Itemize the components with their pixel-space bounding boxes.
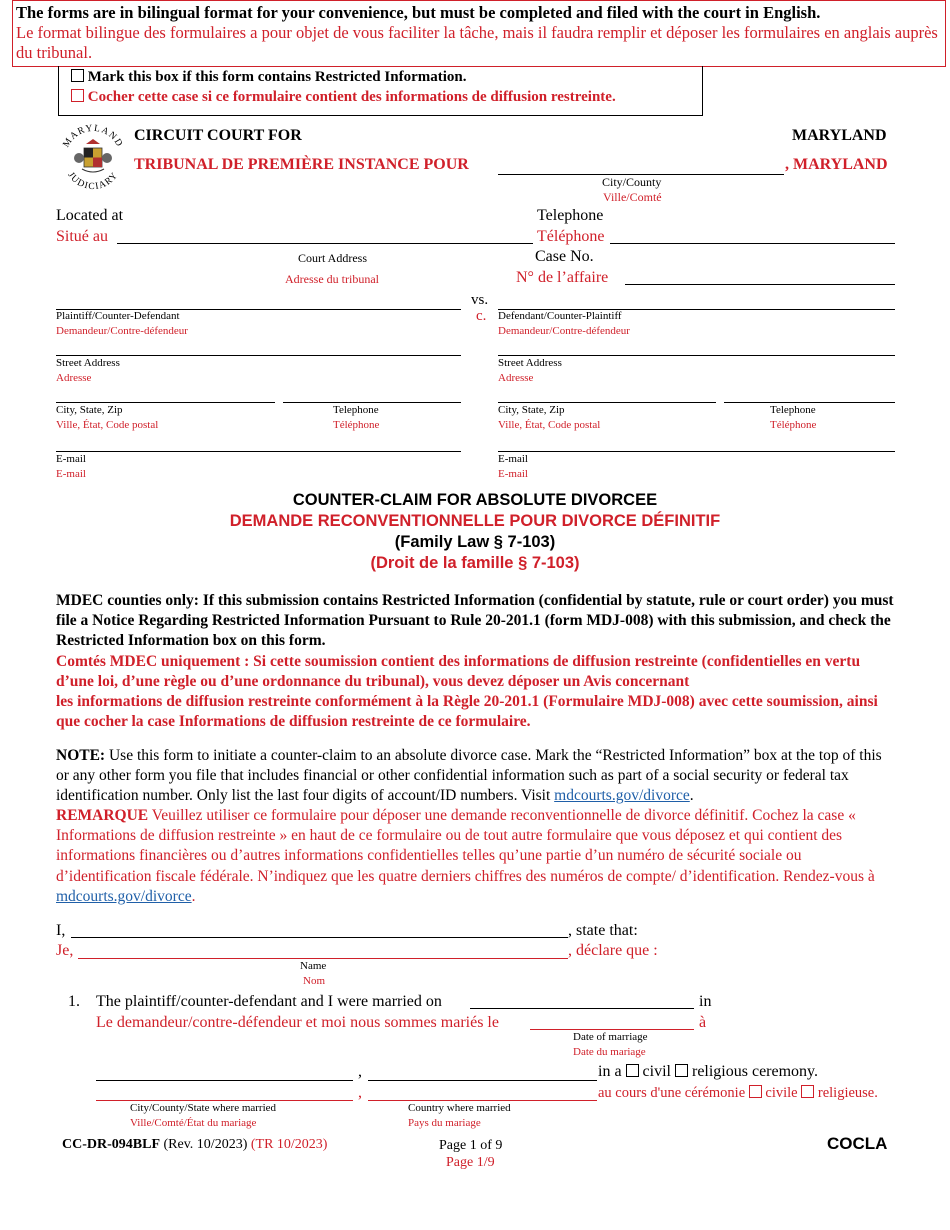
marriage-date-caption-en: Date of marriage [573, 1031, 648, 1043]
plaintiff-caption-en: Plaintiff/Counter-Defendant [56, 310, 180, 322]
item1-in-fr: à [699, 1014, 707, 1031]
plaintiff-street-caption-fr: Adresse [56, 372, 92, 384]
place-comma-en: , [358, 1063, 362, 1080]
form-title-fr: DEMANDE RECONVENTIONNELLE POUR DIVORCE DÉFINITIF [229, 512, 721, 530]
statement-state-fr: , déclare que : [568, 942, 658, 959]
marriage-date-field-fr[interactable] [530, 1029, 694, 1030]
defendant-tel-caption-en: Telephone [770, 404, 816, 416]
note-fr [56, 806, 896, 907]
note-end-fr: . [191, 887, 196, 905]
restricted-label-en: Mark this box if this form contains Restricted Information. [87, 69, 467, 85]
religious-checkbox-fr[interactable] [801, 1085, 814, 1098]
defendant-tel-caption-fr: Téléphone [770, 419, 817, 431]
court-address-field[interactable] [117, 243, 533, 244]
item1-text-en: The plaintiff/counter-defendant and I were married on [96, 993, 442, 1010]
form-rev: (Rev. 10/2023) [160, 1137, 251, 1152]
defendant-telephone-field[interactable] [724, 402, 895, 403]
religious-label-fr: religieuse. [817, 1085, 878, 1101]
defendant-caption-en: Defendant/Counter-Plaintiff [498, 310, 622, 322]
court-label-fr: TRIBUNAL DE PREMIÈRE INSTANCE POUR [134, 156, 469, 173]
telephone-label-en: Telephone [537, 207, 604, 224]
defendant-city-field[interactable] [498, 402, 716, 403]
plaintiff-tel-caption-fr: Téléphone [333, 419, 380, 431]
place-comma-fr: , [358, 1084, 362, 1101]
plaintiff-tel-caption-en: Telephone [333, 404, 379, 416]
religious-label-en: religious ceremony. [691, 1063, 819, 1080]
svg-text:JUDICIARY: JUDICIARY [65, 170, 121, 193]
court-telephone-field[interactable] [610, 243, 895, 244]
defendant-caption-fr: Demandeur/Contre-défendeur [498, 325, 630, 337]
banner-fr: Le format bilingue des formulaires a pour objet de vous faciliter la tâche, mais il faudra remplir et déposer les formulaires en anglais auprès du tribunal. [16, 23, 938, 62]
marriage-date-caption-fr: Date du mariage [573, 1046, 646, 1058]
note-label-en: NOTE: [56, 747, 106, 764]
form-law-en: (Family Law § 7-103) [394, 533, 556, 551]
in-a-label-fr: au cours d'une cérémonie [598, 1085, 746, 1101]
note-text-fr: Veuillez utiliser ce formulaire pour déposer une demande reconventionnelle de divorce définitif. Cochez la case « Informations de diffusion restreinte » en haut de ce formulaire ou de tout autre formulaire que vous déposez et qui contient des informations financières ou d’autres informations confidentielles telles qu’une partie d’un numéro de sécurité sociale ou d’identification fiscale fédérale. N’indiquez que les quatre derniers chiffres des numéros de compte/ d’identification. Rendez-vous à [56, 807, 875, 885]
plaintiff-email-field[interactable] [56, 451, 461, 452]
item1-text-fr: Le demandeur/contre-défendeur et moi nous sommes mariés le [96, 1014, 499, 1031]
marriage-place-field-en[interactable] [96, 1080, 353, 1081]
plaintiff-street-caption-en: Street Address [56, 357, 120, 369]
restricted-checkbox-fr[interactable] [71, 89, 84, 102]
statement-i-en: I, [56, 922, 66, 939]
divorce-link-fr[interactable]: mdcourts.gov/divorce [56, 887, 192, 905]
in-a-label-en: in a [598, 1063, 622, 1080]
form-id-code: CC-DR-094BLF [62, 1137, 160, 1152]
county-caption-fr: Ville/Comté [603, 190, 662, 204]
country-caption-en: Country where married [408, 1102, 511, 1114]
name-field-fr[interactable] [78, 958, 568, 959]
form-law-fr: (Droit de la famille § 7-103) [370, 554, 580, 572]
maryland-judiciary-seal [58, 122, 128, 194]
mdec-notice-en: MDEC counties only: If this submission contains Restricted Information (confidential by statute, rule or court order) you must file a Notice Regarding Restricted Information Pursuant to Rule 20-201.1 (form MDJ-008) with this submission, and check the Restricted Information box on this form. [56, 592, 894, 650]
marriage-country-field-fr[interactable] [368, 1100, 597, 1101]
ceremony-line-fr [598, 1085, 878, 1102]
name-caption-fr: Nom [303, 975, 325, 987]
state-label-en: MARYLAND [792, 127, 887, 144]
note-end-en: . [689, 787, 694, 805]
banner-en: The forms are in bilingual format for your convenience, but must be completed and filed with the court in English. [16, 3, 821, 22]
restricted-checkbox-en[interactable] [71, 69, 84, 82]
mdec-notice-fr-2: les informations de diffusion restreinte conformément à la Règle 20-201.1 (Formulaire MDJ-008) avec cette soumission, ainsi que cocher la case Informations de diffusion restreinte de ce formulaire. [56, 693, 878, 731]
civil-checkbox-fr[interactable] [749, 1085, 762, 1098]
defendant-street-caption-fr: Adresse [498, 372, 534, 384]
form-id [62, 1137, 327, 1153]
religious-checkbox-en[interactable] [675, 1064, 688, 1077]
defendant-email-caption-fr: E-mail [498, 468, 528, 480]
form-title-en: COUNTER-CLAIM FOR ABSOLUTE DIVORCEE [292, 491, 658, 509]
form-code: COCLA [827, 1134, 888, 1153]
note-label-fr: REMARQUE [56, 807, 149, 824]
plaintiff-city-field[interactable] [56, 402, 275, 403]
note-en [56, 746, 896, 807]
marriage-country-field-en[interactable] [368, 1080, 597, 1081]
defendant-email-field[interactable] [498, 451, 895, 452]
plaintiff-city-caption-en: City, State, Zip [56, 404, 123, 416]
plaintiff-city-caption-fr: Ville, État, Code postal [56, 419, 159, 431]
case-no-label-fr: N° de l’affaire [516, 269, 609, 286]
page-number-fr: Page 1/9 [446, 1155, 495, 1170]
bilingual-banner [12, 0, 946, 67]
item1-in-en: in [699, 993, 712, 1010]
form-tr: (TR 10/2023) [250, 1137, 328, 1152]
defendant-email-caption-en: E-mail [498, 453, 528, 465]
plaintiff-email-caption-fr: E-mail [56, 468, 86, 480]
name-caption-en: Name [300, 960, 327, 972]
divorce-link-en[interactable]: mdcourts.gov/divorce [554, 787, 690, 805]
svg-text:MARYLAND: MARYLAND [61, 123, 125, 150]
mdec-notice-fr-1: Comtés MDEC uniquement : Si cette soumission contient des informations de diffusion restreinte (confidentielles en vertu d’une loi, d’une règle ou d’une ordonnance du tribunal), vous devez déposer un Avis concernant [56, 653, 861, 691]
seal-icon [58, 122, 128, 194]
place-caption-en: City/County/State where married [130, 1102, 277, 1114]
located-at-fr: Situé au [56, 228, 108, 245]
restricted-label-fr: Cocher cette case si ce formulaire contient des informations de diffusion restreinte. [87, 89, 616, 105]
county-caption-en: City/County [602, 175, 662, 189]
defendant-street-caption-en: Street Address [498, 357, 562, 369]
country-caption-fr: Pays du mariage [408, 1117, 481, 1129]
plaintiff-street-field[interactable] [56, 355, 461, 356]
page-number-en: Page 1 of 9 [439, 1138, 503, 1153]
case-number-field[interactable] [625, 284, 895, 285]
plaintiff-caption-fr: Demandeur/Contre-défendeur [56, 325, 188, 337]
name-field-en[interactable] [71, 937, 568, 938]
civil-label-en: civil [642, 1063, 671, 1080]
court-address-caption-fr: Adresse du tribunal [285, 272, 379, 286]
ceremony-line-en [598, 1063, 818, 1081]
place-caption-fr: Ville/Comté/État du mariage [130, 1117, 257, 1129]
civil-label-fr: civile [765, 1085, 798, 1101]
defendant-city-caption-fr: Ville, État, Code postal [498, 419, 601, 431]
defendant-street-field[interactable] [498, 355, 895, 356]
plaintiff-email-caption-en: E-mail [56, 453, 86, 465]
note-text-en: Use this form to initiate a counter-claim to an absolute divorce case. Mark the “Restricted Information” box at the top of this or any other form you file that includes financial or other confidential information such as part of a social security or federal tax identification number. Only list the last four digits of account/ID numbers. Visit [56, 747, 882, 805]
defendant-city-caption-en: City, State, Zip [498, 404, 565, 416]
state-label-fr: , MARYLAND [785, 156, 888, 173]
statement-i-fr: Je, [56, 942, 74, 959]
civil-checkbox-en[interactable] [626, 1064, 639, 1077]
restricted-info-box [58, 66, 703, 116]
marriage-date-field-en[interactable] [470, 1008, 694, 1009]
case-no-label-en: Case No. [535, 248, 594, 265]
item1-number: 1. [68, 993, 80, 1010]
court-label-en: CIRCUIT COURT FOR [134, 127, 302, 144]
located-at-en: Located at [56, 207, 124, 224]
marriage-place-field-fr[interactable] [96, 1100, 353, 1101]
plaintiff-telephone-field[interactable] [283, 402, 461, 403]
vs-label-fr: c. [476, 308, 487, 324]
court-address-caption-en: Court Address [298, 251, 367, 265]
telephone-label-fr: Téléphone [537, 228, 605, 245]
vs-label-en: vs. [471, 292, 489, 308]
statement-state-en: , state that: [568, 922, 638, 939]
